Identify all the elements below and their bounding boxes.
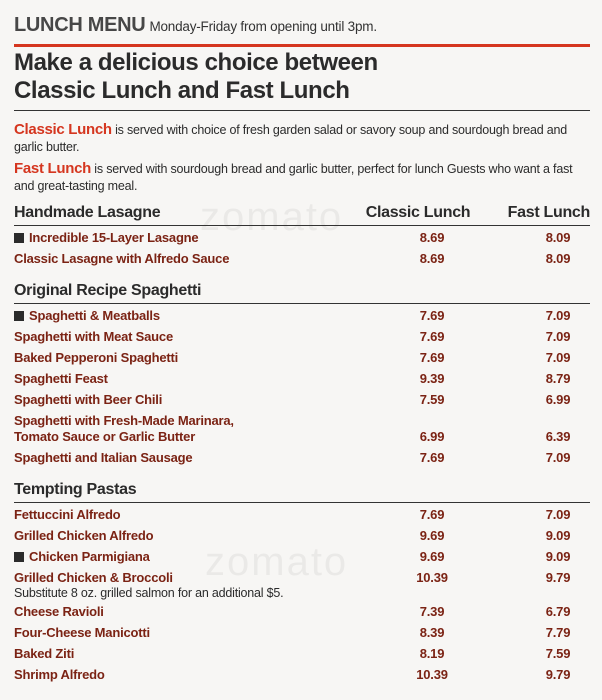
menu-item-name: Chicken Parmigiana — [29, 549, 150, 564]
section-header — [14, 201, 590, 226]
fast-price: 6.99 — [545, 392, 571, 407]
menu-item-name: Incredible 15-Layer Lasagne — [29, 230, 199, 245]
menu-item-name: Spaghetti with Fresh-Made Marinara, Tomato Sauce or Garlic Butter — [14, 413, 234, 444]
watermark: zomato — [200, 195, 344, 239]
headline-divider — [14, 110, 590, 111]
fast-price: 7.09 — [545, 350, 571, 365]
menu-sections — [14, 201, 590, 695]
menu-item-name: Spaghetti with Beer Chili — [14, 392, 163, 407]
menu-item-name-wrap — [14, 329, 402, 345]
signature-marker-icon — [14, 311, 24, 321]
fast-price: 9.09 — [545, 549, 571, 564]
classic-price: 8.69 — [419, 251, 445, 266]
fast-price: 9.79 — [545, 570, 571, 585]
menu-item-name: Grilled Chicken Alfredo — [14, 528, 154, 543]
menu-item — [14, 348, 590, 369]
menu-item-name: Spaghetti & Meatballs — [29, 308, 160, 323]
classic-price: 7.59 — [419, 392, 445, 407]
menu-item-name-wrap — [14, 350, 402, 366]
fast-lunch-label: Fast Lunch — [14, 160, 92, 177]
fast-price: 6.39 — [545, 429, 571, 444]
headline-line-2: Classic Lunch and Fast Lunch — [14, 77, 350, 104]
section-title: Original Recipe Spaghetti — [14, 282, 202, 299]
fast-lunch-text: is served with sourdough bread and garlic butter, perfect for lunch Guests who want a fast and great-tasting meal. — [14, 162, 573, 193]
menu-item — [14, 547, 590, 568]
menu-item-name-wrap — [14, 392, 402, 408]
classic-price: 7.69 — [419, 450, 445, 465]
menu-item — [14, 390, 590, 411]
menu-item-name: Grilled Chicken & Broccoli — [14, 570, 173, 585]
menu-section — [14, 201, 590, 270]
menu-header — [14, 14, 377, 37]
classic-price: 7.39 — [419, 604, 445, 619]
menu-item — [14, 623, 590, 644]
menu-item-name-wrap — [14, 507, 402, 523]
classic-price: 7.69 — [419, 308, 445, 323]
menu-item — [14, 644, 590, 665]
menu-item — [14, 505, 590, 526]
section-title: Handmade Lasagne — [14, 204, 161, 221]
menu-item — [14, 369, 590, 390]
menu-item-name-wrap — [14, 450, 402, 466]
fast-price: 8.09 — [545, 230, 571, 245]
menu-item — [14, 249, 590, 270]
headline — [14, 49, 378, 105]
fast-price: 7.59 — [545, 646, 571, 661]
menu-item-name: Spaghetti Feast — [14, 371, 108, 386]
watermark: zomato — [205, 540, 349, 584]
menu-item-name-wrap — [14, 604, 402, 620]
fast-price: 8.09 — [545, 251, 571, 266]
menu-item — [14, 306, 590, 327]
section-title: Tempting Pastas — [14, 481, 137, 498]
fast-price: 6.79 — [545, 604, 571, 619]
section-header — [14, 478, 590, 503]
classic-price: 6.99 — [419, 429, 445, 444]
menu-item-name-wrap — [14, 528, 402, 544]
menu-item-name: Fettuccini Alfredo — [14, 507, 121, 522]
classic-price: 7.69 — [419, 329, 445, 344]
classic-price: 10.39 — [416, 667, 448, 682]
classic-price: 8.19 — [419, 646, 445, 661]
menu-section — [14, 478, 590, 686]
menu-item-name: Spaghetti and Italian Sausage — [14, 450, 193, 465]
menu-item-name-wrap — [14, 308, 402, 324]
fast-lunch-description — [14, 160, 590, 195]
menu-item-name-wrap — [14, 371, 402, 387]
fast-price: 8.79 — [545, 371, 571, 386]
fast-price: 7.79 — [545, 625, 571, 640]
classic-lunch-text: is served with choice of fresh garden salad or savory soup and sourdough bread and garlic butter. — [14, 123, 568, 154]
menu-item-name-wrap — [14, 625, 402, 641]
menu-item-name: Classic Lasagne with Alfredo Sauce — [14, 251, 230, 266]
classic-lunch-description — [14, 121, 590, 156]
menu-item — [14, 602, 590, 623]
menu-item — [14, 327, 590, 348]
menu-item-name-wrap — [14, 549, 402, 565]
menu-item — [14, 526, 590, 547]
signature-marker-icon — [14, 552, 24, 562]
classic-price: 9.39 — [419, 371, 445, 386]
classic-price: 7.69 — [419, 507, 445, 522]
section-header — [14, 279, 590, 304]
menu-item-name-wrap — [14, 251, 402, 267]
fast-price: 7.09 — [545, 450, 571, 465]
fast-price: 9.79 — [545, 667, 571, 682]
menu-title: LUNCH MENU — [14, 14, 146, 36]
column-header-fast: Fast Lunch — [507, 204, 590, 221]
menu-item — [14, 448, 590, 469]
menu-hours: Monday-Friday from opening until 3pm. — [149, 19, 377, 34]
menu-item-name-wrap — [14, 646, 402, 662]
menu-item-name-wrap — [14, 413, 402, 445]
fast-price: 7.09 — [545, 507, 571, 522]
menu-section — [14, 279, 590, 469]
classic-price: 8.69 — [419, 230, 445, 245]
menu-item-name: Baked Ziti — [14, 646, 75, 661]
classic-price: 9.69 — [419, 528, 445, 543]
classic-price: 7.69 — [419, 350, 445, 365]
menu-item — [14, 411, 590, 448]
menu-item — [14, 665, 590, 686]
menu-item-note: Substitute 8 oz. grilled salmon for an additional $5. — [14, 586, 284, 600]
menu-item-name-wrap — [14, 230, 402, 246]
menu-item-name: Four-Cheese Manicotti — [14, 625, 150, 640]
headline-line-1: Make a delicious choice between — [14, 49, 378, 76]
classic-lunch-label: Classic Lunch — [14, 121, 112, 138]
column-header-classic: Classic Lunch — [365, 204, 471, 221]
classic-price: 10.39 — [416, 570, 448, 585]
menu-item-name: Cheese Ravioli — [14, 604, 104, 619]
header-divider — [14, 44, 590, 47]
fast-price: 9.09 — [545, 528, 571, 543]
fast-price: 7.09 — [545, 329, 571, 344]
menu-item — [14, 228, 590, 249]
classic-price: 9.69 — [419, 549, 445, 564]
menu-item-name: Baked Pepperoni Spaghetti — [14, 350, 179, 365]
menu-item-name-wrap — [14, 667, 402, 683]
menu-item-name: Shrimp Alfredo — [14, 667, 105, 682]
menu-item-name-wrap — [14, 570, 402, 586]
fast-price: 7.09 — [545, 308, 571, 323]
menu-item-name: Spaghetti with Meat Sauce — [14, 329, 173, 344]
signature-marker-icon — [14, 233, 24, 243]
classic-price: 8.39 — [419, 625, 445, 640]
